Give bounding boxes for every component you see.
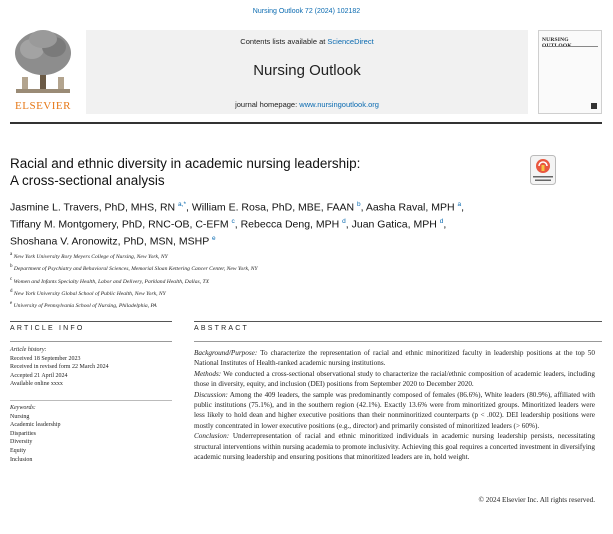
affiliation-list xyxy=(10,250,602,312)
author-name: Shoshana V. Aronowitz, PhD, MSN, MSHP xyxy=(10,235,212,248)
article-title-line1: Racial and ethnic diversity in academic nursing leadership: xyxy=(10,156,361,171)
author-affil-link[interactable]: a xyxy=(457,201,462,208)
keyword-item: Academic leadership xyxy=(10,422,61,429)
check-for-updates-badge[interactable] xyxy=(530,155,556,185)
journal-cover-thumbnail xyxy=(538,30,602,114)
header-divider xyxy=(10,122,602,124)
abstract-methods xyxy=(194,369,595,390)
background-label: Background/Purpose: xyxy=(194,349,258,357)
author-affil-link[interactable]: c xyxy=(231,218,235,225)
contents-line xyxy=(86,37,528,46)
author-name: , William E. Rosa, PhD, MBE, FAAN xyxy=(186,201,357,214)
article-info-heading-rule xyxy=(10,341,172,342)
elsevier-logo xyxy=(10,27,76,117)
abstract-body xyxy=(194,348,595,462)
author-affil-link[interactable]: b xyxy=(356,201,361,208)
homepage-link[interactable]: www.nursingoutlook.org xyxy=(299,100,379,109)
article-info-top-rule xyxy=(10,321,172,322)
journal-citation[interactable]: Nursing Outlook 72 (2024) 102182 xyxy=(252,8,361,15)
author-name: , Rebecca Deng, MPH xyxy=(234,218,343,231)
author-name: Jasmine L. Travers, PhD, MHS, RN xyxy=(10,201,179,214)
affiliation-item xyxy=(10,287,602,299)
affiliation-key: c xyxy=(10,276,13,282)
abstract-heading-rule xyxy=(194,341,602,342)
history-item: Received in revised form 22 March 2024 xyxy=(10,364,109,371)
cover-publisher-mark xyxy=(591,103,597,109)
journal-title: Nursing Outlook xyxy=(253,62,361,79)
contents-prefix: Contents lists available at xyxy=(240,37,328,46)
abstract-top-rule xyxy=(194,321,602,322)
author-name: , Aasha Raval, MPH xyxy=(360,201,458,214)
affiliation-key: e xyxy=(10,301,13,307)
article-info-heading: ARTICLE INFO xyxy=(10,325,85,332)
affiliation-item xyxy=(10,250,602,262)
author-name: Tiffany M. Montgomery, PhD, RNC-OB, C-EFM xyxy=(10,218,232,231)
affiliation-key: a xyxy=(10,252,13,257)
keywords-block xyxy=(10,404,172,464)
keywords-label: Keywords: xyxy=(10,405,36,411)
cover-title: NURSING xyxy=(542,37,569,43)
discussion-text: Among the 409 leaders, the sample was predominantly composed of females (86.6%), White leaders (80.9%), affiliated with public institutions (75.1%), and in the southern region (42.1%). Exactly 13.6% were from minoritized groups. Minoritized leaders were less likely to hold dean and higher executive positions than their nonminoritized counterparts (p < .002). DEI leadership positions were mostly concentrated in lower executive positions (e.g., director) and primarily consisted of minoritized leaders (> 60%). xyxy=(194,390,595,430)
affiliation-text: University of Pennsylvania School of Nursing, Philadelphia, PA xyxy=(13,303,157,310)
article-history-label: Article history: xyxy=(10,347,47,353)
affiliation-text: New York University Rory Meyers College of Nursing, New York, NY xyxy=(13,253,168,260)
methods-label: Methods: xyxy=(194,369,222,378)
elsevier-tree-icon xyxy=(10,27,76,99)
abstract-heading: ABSTRACT xyxy=(194,325,249,332)
author-line-1 xyxy=(10,198,602,215)
author-line-3 xyxy=(10,232,602,249)
affiliation-item xyxy=(10,275,602,287)
copyright-notice: © 2024 Elsevier Inc. All rights reserved. xyxy=(478,496,595,504)
author-affil-link[interactable]: e xyxy=(211,235,216,242)
affiliation-key: d xyxy=(10,289,13,295)
keyword-item: Disparities xyxy=(10,430,36,437)
author-line-2 xyxy=(10,215,602,232)
author-separator: , xyxy=(443,218,447,231)
sciencedirect-link[interactable]: ScienceDirect xyxy=(327,37,374,46)
author-separator: , xyxy=(461,201,464,214)
affiliation-item xyxy=(10,299,602,311)
affiliation-key: b xyxy=(10,264,13,270)
methods-text: We conducted a cross-sectional observational study to characterize the racial/ethnic composition of academic leaders, including those in diversity, equity, and inclusion (DEI) positions from September 2020 to December 2020. xyxy=(194,369,595,389)
author-affil-link[interactable]: a,* xyxy=(178,201,186,208)
homepage-line xyxy=(86,100,528,109)
elsevier-wordmark: ELSEVIER xyxy=(15,100,71,112)
abstract-conclusion xyxy=(194,431,595,462)
cover-rule xyxy=(542,46,598,47)
homepage-prefix: journal homepage: xyxy=(235,100,300,109)
conclusion-text: Underrepresentation of racial and ethnic minoritized individuals in academic nursing leadership persists, necessitating structural interventions within nursing academia to promote inclusivity. Achieving this goal requires a concerted investment in diversifying academic nursing leadership and ensuring positions that minoritized leaders are in, hold weight. xyxy=(194,432,595,462)
background-text: To characterize the representation of racial and ethnic minoritized faculty in leadership positions at the top 50 National Institutes of Health-ranked academic nursing institutions. xyxy=(194,349,595,368)
keyword-item: Nursing xyxy=(10,413,30,420)
author-affil-link[interactable]: d xyxy=(342,218,346,225)
conclusion-label: Conclusion: xyxy=(194,432,230,441)
journal-header xyxy=(10,27,602,117)
keyword-item: Diversity xyxy=(10,439,33,446)
keyword-item: Inclusion xyxy=(10,456,33,463)
author-affil-link[interactable]: d xyxy=(439,218,444,225)
article-title xyxy=(10,155,510,189)
abstract-discussion xyxy=(194,390,595,432)
check-updates-icon xyxy=(530,155,556,185)
affiliation-item xyxy=(10,262,602,274)
affiliation-text: Women and Infants Specialty Health, Labor and Delivery, Parkland Health, Dallas, TX xyxy=(13,278,210,285)
history-divider xyxy=(10,400,172,401)
abstract-background xyxy=(194,348,595,369)
affiliation-text: New York University Global School of Public Health, New York, NY xyxy=(13,290,166,297)
history-item: Available online xxxx xyxy=(10,381,63,388)
discussion-label: Discussion: xyxy=(194,390,228,399)
affiliation-text: Department of Psychiatry and Behavioral Sciences, Memorial Sloan Kettering Cancer Center, New York, NY xyxy=(13,266,258,273)
history-item: Received 18 September 2023 xyxy=(10,355,81,362)
author-list xyxy=(10,198,602,249)
keyword-item: Equity xyxy=(10,447,26,454)
article-title-line2: A cross-sectional analysis xyxy=(10,173,165,188)
article-history xyxy=(10,346,172,389)
journal-info-box xyxy=(86,30,528,114)
history-item: Accepted 21 April 2024 xyxy=(10,372,68,379)
author-name: , Juan Gatica, MPH xyxy=(345,218,440,231)
